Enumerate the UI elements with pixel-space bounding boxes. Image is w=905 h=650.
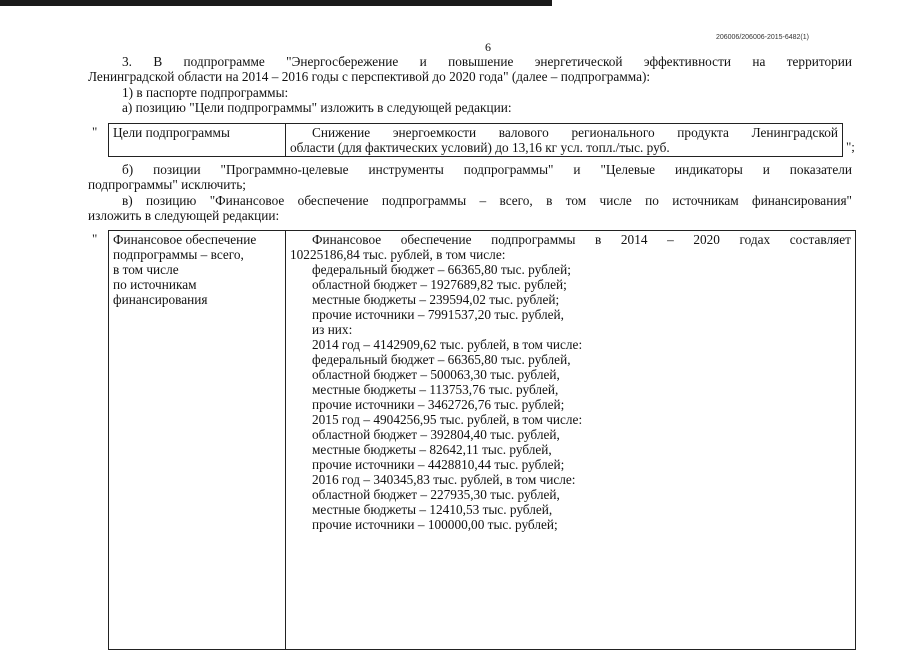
quote-open-2: " bbox=[92, 231, 98, 246]
quote-open-1: " bbox=[92, 124, 98, 139]
scan-top-bar bbox=[0, 0, 552, 6]
item-b-line-1: б) позиции "Программно-целевые инструменты подпрограммы" и "Целевые индикаторы и показатели bbox=[122, 162, 852, 177]
goals-table bbox=[108, 123, 843, 157]
finance-lead-line-1: Финансовое обеспечение подпрограммы в 2014 – 2020 годах составляет bbox=[312, 232, 851, 247]
goals-value bbox=[286, 124, 843, 157]
finance-label bbox=[109, 231, 286, 650]
finance-line: местные бюджеты – 82642,11 тыс. рублей, bbox=[312, 442, 552, 457]
finance-label-line: подпрограммы – всего, bbox=[113, 247, 244, 262]
finance-line: местные бюджеты – 113753,76 тыс. рублей, bbox=[312, 382, 559, 397]
goals-value-line-2: области (для фактических условий) до 13,16 кг усл. топл./тыс. руб. bbox=[290, 140, 670, 155]
finance-line: федеральный бюджет – 66365,80 тыс. рублей; bbox=[312, 262, 571, 277]
finance-lead-line-2: 10225186,84 тыс. рублей, в том числе: bbox=[290, 247, 506, 262]
finance-line: областной бюджет – 1927689,82 тыс. рублей; bbox=[312, 277, 567, 292]
finance-value bbox=[286, 231, 856, 650]
finance-line: прочие источники – 7991537,20 тыс. рублей, bbox=[312, 307, 564, 322]
finance-line: областной бюджет – 392804,40 тыс. рублей, bbox=[312, 427, 560, 442]
finance-label-line: в том числе bbox=[113, 262, 179, 277]
finance-line: прочие источники – 4428810,44 тыс. рублей; bbox=[312, 457, 565, 472]
item-b-line-2: подпрограммы" исключить; bbox=[88, 177, 246, 192]
goals-label: Цели подпрограммы bbox=[109, 124, 286, 157]
finance-line: прочие источники – 100000,00 тыс. рублей; bbox=[312, 517, 558, 532]
finance-line: 2014 год – 4142909,62 тыс. рублей, в том числе: bbox=[312, 337, 583, 352]
goals-row bbox=[109, 124, 843, 157]
finance-line: местные бюджеты – 239594,02 тыс. рублей; bbox=[312, 292, 560, 307]
finance-line: областной бюджет – 227935,30 тыс. рублей, bbox=[312, 487, 560, 502]
page-number: 6 bbox=[485, 40, 491, 54]
finance-label-line: финансирования bbox=[113, 292, 208, 307]
finance-row bbox=[109, 231, 856, 650]
finance-line: 2016 год – 340345,83 тыс. рублей, в том числе: bbox=[312, 472, 576, 487]
paragraph-3-line-2: Ленинградской области на 2014 – 2016 годы с перспективой до 2020 года" (далее – подпрограмма): bbox=[88, 69, 651, 84]
finance-line: местные бюджеты – 12410,53 тыс. рублей, bbox=[312, 502, 553, 517]
item-a: а) позицию "Цели подпрограммы" изложить в следующей редакции: bbox=[122, 100, 512, 115]
goals-value-line-1: Снижение энергоемкости валового регионального продукта Ленинградской bbox=[312, 125, 838, 140]
finance-line: из них: bbox=[312, 322, 353, 337]
finance-line: федеральный бюджет – 66365,80 тыс. рублей, bbox=[312, 352, 571, 367]
finance-label-line: по источникам bbox=[113, 277, 197, 292]
document-stamp: 206006/206006-2015-6482(1) bbox=[715, 34, 809, 41]
finance-line: областной бюджет – 500063,30 тыс. рублей, bbox=[312, 367, 560, 382]
finance-line: 2015 год – 4904256,95 тыс. рублей, в том числе: bbox=[312, 412, 583, 427]
item-v-line-2: изложить в следующей редакции: bbox=[88, 208, 280, 223]
paragraph-3-line-1: 3. В подпрограмме "Энергосбережение и повышение энергетической эффективности на территории bbox=[122, 54, 852, 69]
item-v-line-1: в) позицию "Финансовое обеспечение подпрограммы – всего, в том числе по источникам финансирования" bbox=[122, 193, 852, 208]
finance-table bbox=[108, 230, 856, 650]
item-1: 1) в паспорте подпрограммы: bbox=[122, 85, 289, 100]
finance-line: прочие источники – 3462726,76 тыс. рублей; bbox=[312, 397, 565, 412]
finance-label-line: Финансовое обеспечение bbox=[113, 232, 257, 247]
quote-close-1: "; bbox=[846, 139, 855, 154]
